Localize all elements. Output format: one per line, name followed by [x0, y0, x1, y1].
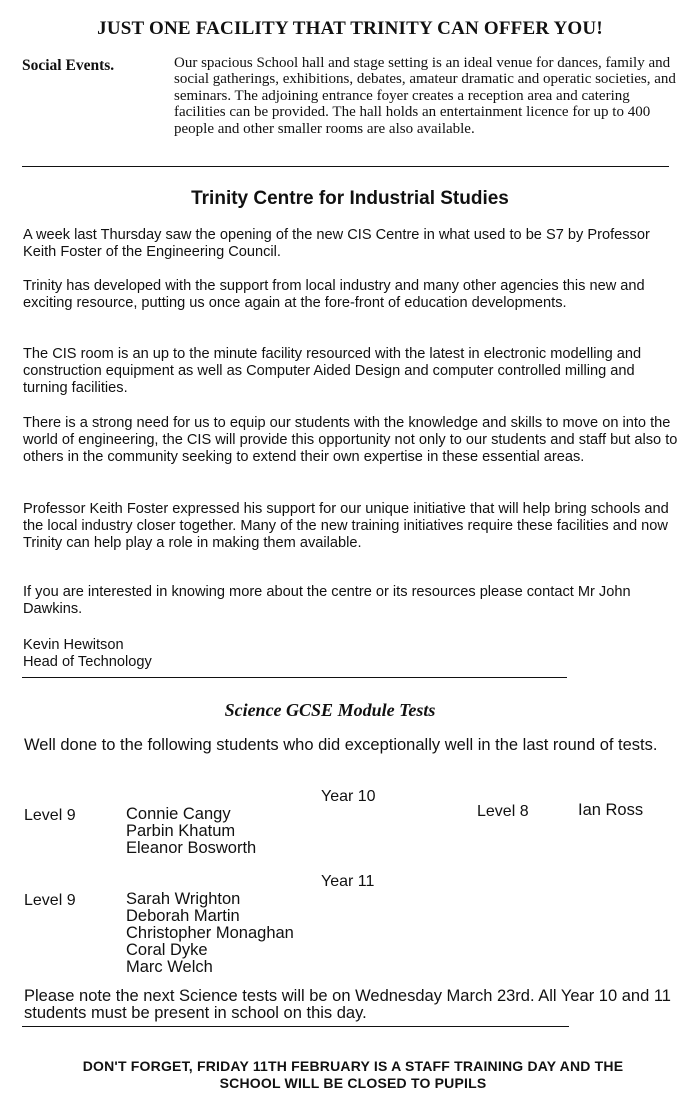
year-11-label: Year 11	[321, 873, 375, 890]
social-events-label: Social Events.	[22, 57, 115, 74]
student-name: Eleanor Bosworth	[126, 839, 257, 857]
student-name: Connie Cangy	[126, 805, 231, 823]
science-heading: Science GCSE Module Tests	[224, 700, 436, 720]
year-10-level-8-label: Level 8	[477, 803, 529, 820]
year-10-level-9-list	[126, 806, 256, 857]
cis-paragraph: A week last Thursday saw the opening of the new CIS Centre in what used to be S7 by Professor Keith Foster of the Engineering Council.	[23, 227, 650, 260]
reminder-line: SCHOOL WILL BE CLOSED TO PUPILS	[219, 1075, 487, 1091]
cis-paragraph: Trinity has developed with the support from local industry and many other agencies this new and exciting resource, putting us once again at the fore-front of education developments.	[23, 278, 645, 311]
social-events-text: Our spacious School hall and stage setting is an ideal venue for dances, family and social gatherings, exhibitions, debates, amateur dramatic and operatic societies, and seminars. The adjoining entrance foyer creates a reception area and catering facilities can be provided. The hall holds an entertainment licence for up to 400 people and other smaller rooms are also available.	[174, 55, 676, 137]
signature-title: Head of Technology	[23, 654, 152, 670]
year-11-level-9-list	[126, 891, 294, 976]
student-name: Parbin Khatum	[126, 822, 236, 840]
cis-paragraph: If you are interested in knowing more about the centre or its resources please contact Mr John Dawkins.	[23, 584, 631, 617]
signature	[23, 637, 152, 671]
section-divider	[22, 1026, 569, 1027]
cis-paragraph: The CIS room is an up to the minute facility resourced with the latest in electronic modelling and construction equipment as well as Computer Aided Design and computer controlled milling and turning facilities.	[23, 346, 642, 396]
student-name: Marc Welch	[126, 958, 213, 976]
cis-paragraph: There is a strong need for us to equip our students with the knowledge and skills to move on into the world of engineering, the CIS will provide this opportunity not only to our students and staff but also to others in the community seeking to extend their own expertise in these essential areas.	[23, 415, 678, 465]
year-10-level-9-label: Level 9	[24, 807, 76, 824]
section-divider	[22, 166, 669, 167]
student-name: Sarah Wrighton	[126, 890, 241, 908]
main-heading: JUST ONE FACILITY THAT TRINITY CAN OFFER YOU!	[97, 18, 603, 39]
student-name: Coral Dyke	[126, 941, 208, 959]
year-10-level-8-list	[578, 802, 643, 819]
student-name: Christopher Monaghan	[126, 924, 294, 942]
staff-training-reminder	[0, 1058, 700, 1092]
year-11-level-9-label: Level 9	[24, 892, 76, 909]
section-divider	[22, 677, 567, 678]
student-name: Ian Ross	[578, 801, 644, 819]
signature-name: Kevin Hewitson	[23, 637, 124, 653]
cis-heading: Trinity Centre for Industrial Studies	[191, 188, 509, 209]
student-name: Deborah Martin	[126, 907, 240, 925]
reminder-line: DON'T FORGET, FRIDAY 11TH FEBRUARY IS A STAFF TRAINING DAY AND THE	[82, 1058, 624, 1074]
science-note: Please note the next Science tests will be on Wednesday March 23rd. All Year 10 and 11 students must be present in school on this day.	[24, 987, 671, 1022]
year-10-label: Year 10	[321, 788, 376, 805]
science-intro: Well done to the following students who did exceptionally well in the last round of tests.	[24, 736, 658, 754]
cis-paragraph: Professor Keith Foster expressed his support for our unique initiative that will help bring schools and the local industry closer together. Many of the new training initiatives require these facilities and now Trinity can help play a role in making them available.	[23, 501, 669, 551]
